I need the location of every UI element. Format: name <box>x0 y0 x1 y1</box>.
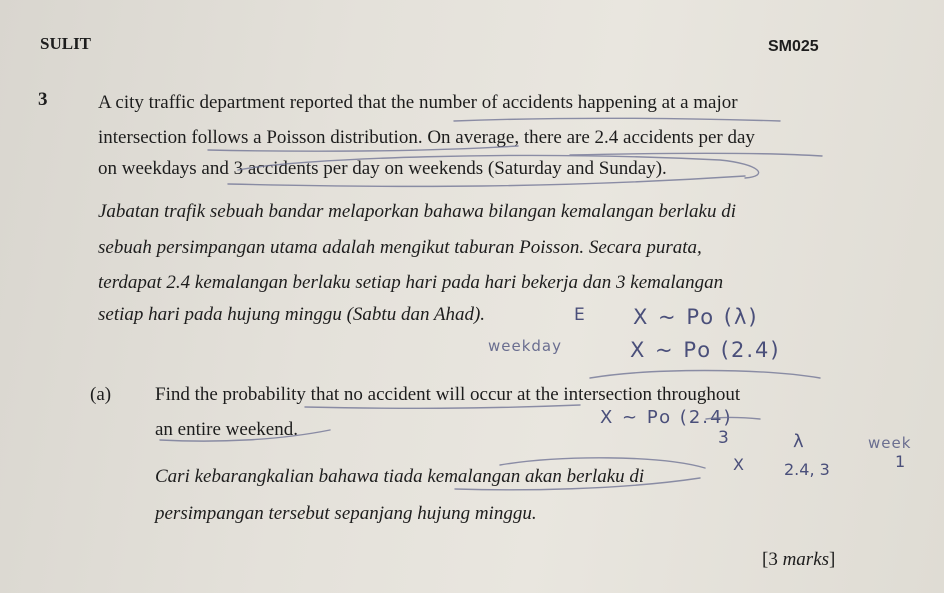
handwritten-x: X <box>733 455 744 474</box>
marks-close: ] <box>829 549 836 570</box>
handwritten-weekday-note: weekday <box>488 337 563 355</box>
part-a-label: (a) <box>90 384 112 405</box>
marks-open: [3 <box>762 549 783 570</box>
handwritten-mark: E <box>574 305 585 325</box>
header-code: SM025 <box>768 38 819 55</box>
question-english-line-3: on weekdays and 3 accidents per day on weekends (Saturday and Sunday). <box>98 158 667 179</box>
question-english-line-2: intersection follows a Poisson distribution. On average, there are 2.4 accidents per day <box>98 127 755 148</box>
underline-weekday-rate <box>570 153 822 156</box>
handwritten-lambda: λ <box>793 431 804 452</box>
handwritten-poisson-model: X ~ Po (λ) <box>633 305 759 329</box>
question-english-line-1: A city traffic department reported that the number of accidents happening at a major <box>98 92 738 113</box>
handwritten-week-note: week <box>868 434 912 452</box>
question-malay-line-1: Jabatan trafik sebuah bandar melaporkan bahawa bilangan kemalangan berlaku di <box>98 201 737 222</box>
part-a-malay-line-2: persimpangan tersebut sepanjang hujung minggu. <box>155 503 537 524</box>
loop-throughout <box>590 371 820 379</box>
question-malay-line-4: setiap hari pada hujung minggu (Sabtu dan Ahad). <box>98 304 486 325</box>
handwritten-weekday-model: X ~ Po (2.4) <box>630 338 781 362</box>
header-sulit: SULIT <box>40 34 92 53</box>
question-malay-line-2: sebuah persimpangan utama adalah mengikut taburan Poisson. Secara purata, <box>98 237 702 258</box>
question-malay-line-3: terdapat 2.4 kemalangan berlaku setiap hari pada hari bekerja dan 3 kemalangan <box>98 272 724 293</box>
marks-label <box>762 549 835 571</box>
part-a-english-line-1: Find the probability that no accident will occur at the intersection throughout <box>155 384 741 405</box>
handwritten-three: 3 <box>718 428 729 448</box>
underline-intersection <box>454 118 780 121</box>
marks-word: marks <box>782 549 830 570</box>
handwritten-weekend-model: X ~ Po (2.4) <box>600 407 733 428</box>
part-a-english-line-2: an entire weekend. <box>155 419 298 440</box>
question-number: 3 <box>38 89 48 110</box>
handwritten-values: 2.4, 3 <box>784 460 830 479</box>
part-a-malay-line-1: Cari kebarangkalian bahawa tiada kemalangan akan berlaku di <box>155 466 645 487</box>
handwritten-one: 1 <box>895 452 906 471</box>
